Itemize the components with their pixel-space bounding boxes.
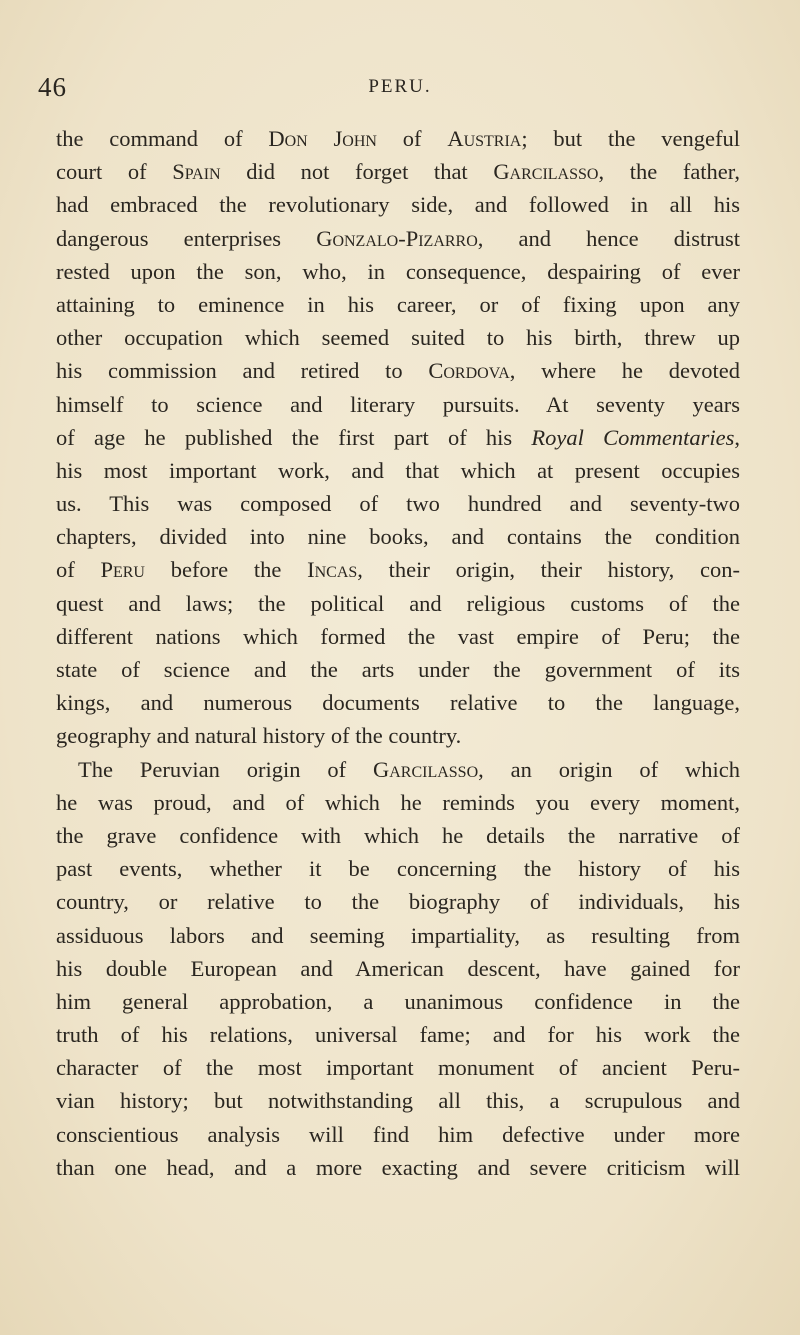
- text-line: [56, 454, 740, 487]
- text-line: [56, 1084, 740, 1117]
- text-run: of: [376, 126, 448, 151]
- text-run: himself to science and literary pursuits. At seventy years: [56, 391, 740, 417]
- text-line: [56, 122, 740, 155]
- text-line: [56, 852, 740, 885]
- text-run: truth of his relations, universal fame; and for his work the: [56, 1022, 740, 1048]
- text-run: of age he published the first part of his: [56, 424, 532, 450]
- text-line: [56, 288, 740, 321]
- text-line: [56, 620, 740, 653]
- italic-title: Royal Commentaries: [531, 424, 735, 450]
- text-run: attaining to eminence in his career, or of fixing upon any: [56, 291, 740, 317]
- text-run: him general approbation, a unanimous confidence in the: [56, 988, 740, 1014]
- text-line: [56, 786, 740, 819]
- body-text: [56, 122, 740, 1184]
- text-run: quest and laws; the political and religious customs of the: [56, 590, 740, 616]
- text-run: country, or relative to the biography of individuals, his: [56, 889, 740, 915]
- text-run: , the father,: [598, 159, 741, 185]
- text-line: [56, 686, 740, 719]
- text-line: [56, 653, 740, 686]
- text-run: state of science and the arts under the government of its: [56, 657, 740, 682]
- text-run: past events, whether it be concerning the history of his: [56, 856, 740, 882]
- text-run: different nations which formed the vast empire of Peru; the: [56, 623, 740, 649]
- text-run: us. This was composed of two hundred and seventy-two: [56, 491, 740, 517]
- text-run: his double European and American descent, have gained for: [56, 955, 740, 981]
- text-run: he was proud, and of which he reminds you every moment,: [56, 789, 740, 815]
- text-run: ,: [734, 424, 740, 450]
- small-caps-name: Cordova: [428, 358, 510, 384]
- text-run: the grave confidence with which he details the narrative of: [56, 822, 740, 848]
- text-run: other occupation which seemed suited to his birth, threw up: [56, 325, 740, 351]
- text-line: [56, 553, 740, 586]
- text-line: [56, 1018, 740, 1051]
- text-run: assiduous labors and seeming impartiality, as resulting from: [56, 922, 740, 948]
- text-run: of: [56, 557, 101, 583]
- text-line: [56, 388, 740, 421]
- text-run: his most important work, and that which at present occupies: [56, 457, 740, 483]
- text-run: court of: [56, 159, 173, 185]
- text-run: geography and natural history of the country.: [56, 723, 462, 749]
- page-number: 46: [38, 72, 67, 102]
- small-caps-name: Austria: [447, 126, 522, 151]
- text-line: [56, 587, 740, 620]
- text-run: , their origin, their history, con-: [357, 557, 740, 583]
- text-run: rested upon the son, who, in consequence, despairing of ever: [56, 258, 740, 284]
- text-run: kings, and numerous documents relative to the language,: [56, 690, 740, 716]
- text-line: [56, 952, 740, 985]
- text-run: , and hence distrust: [477, 225, 740, 251]
- running-title: PERU.: [368, 76, 432, 97]
- text-line: [56, 255, 740, 288]
- text-run: his commission and retired to: [56, 358, 429, 384]
- text-line: [56, 753, 740, 786]
- text-run: before the: [144, 557, 308, 583]
- text-line: [56, 188, 740, 221]
- text-run: did not forget that: [220, 159, 494, 185]
- text-line: [56, 1118, 740, 1151]
- text-line: [56, 321, 740, 354]
- text-line: [56, 155, 740, 188]
- text-run: had embraced the revolutionary side, and followed in all his: [56, 192, 740, 218]
- text-line: [56, 885, 740, 918]
- text-line: [56, 719, 740, 752]
- small-caps-name: Peru: [100, 557, 145, 583]
- text-run: , where he devoted: [509, 358, 740, 384]
- small-caps-name: Garcilasso: [372, 756, 479, 782]
- text-line: [56, 487, 740, 520]
- text-run: chapters, divided into nine books, and contains the condition: [56, 524, 740, 550]
- text-line: [56, 1151, 740, 1184]
- text-run: vian history; but notwithstanding all this, a scrupulous and: [56, 1088, 740, 1114]
- small-caps-name: Gonzalo-Pizarro: [316, 225, 478, 251]
- text-line: [56, 819, 740, 852]
- text-run: conscientious analysis will find him defective under more: [56, 1121, 740, 1147]
- text-run: dangerous enterprises: [56, 225, 317, 251]
- text-line: [56, 421, 740, 454]
- text-line: [56, 354, 740, 387]
- small-caps-name: Don John: [268, 126, 377, 151]
- text-line: [56, 520, 740, 553]
- text-run: ; but the vengeful: [521, 126, 740, 151]
- text-run: , an origin of which: [478, 756, 740, 782]
- page-header: [38, 72, 762, 108]
- text-run: character of the most important monument of ancient Peru-: [56, 1055, 740, 1081]
- text-run: The Peruvian origin of: [78, 756, 373, 782]
- small-caps-name: Spain: [172, 159, 221, 185]
- text-line: [56, 985, 740, 1018]
- text-line: [56, 919, 740, 952]
- text-run: than one head, and a more exacting and severe criticism will: [56, 1154, 740, 1180]
- text-line: [56, 222, 740, 255]
- small-caps-name: Incas: [307, 557, 358, 583]
- small-caps-name: Garcilasso: [493, 159, 599, 185]
- text-run: the command of: [56, 126, 269, 151]
- text-line: [56, 1051, 740, 1084]
